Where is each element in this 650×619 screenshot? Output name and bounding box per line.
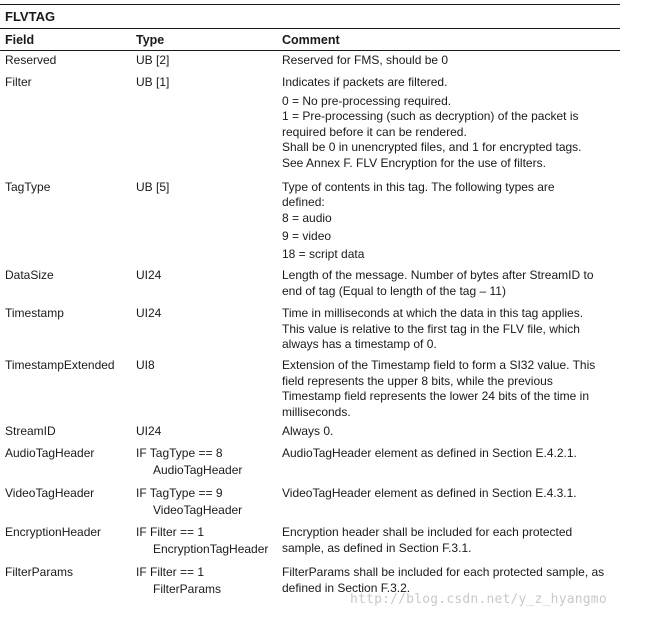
field-comment: 9 = video [282, 229, 332, 243]
field-comment: VideoTagHeader element as defined in Section E.4.3.1. [282, 486, 577, 500]
field-type: EncryptionTagHeader [153, 541, 269, 556]
field-type: UB [5] [136, 180, 170, 194]
field-comment: sample, as defined in Section F.3.1. [282, 540, 472, 555]
field-comment: milliseconds. [282, 404, 351, 419]
field-name: TimestampExtended [5, 358, 115, 372]
field-name: TagType [5, 180, 51, 194]
field-name: EncryptionHeader [5, 525, 102, 539]
top-rule [0, 4, 620, 5]
field-comment: 1 = Pre-processing (such as decryption) of the packet is [282, 109, 579, 123]
field-comment: Always 0. [282, 424, 334, 438]
field-type: UI24 [136, 268, 162, 282]
field-comment: Timestamp field represents the lower 24 bits of the time in [282, 389, 590, 403]
field-comment: FilterParams shall be included for each protected sample, as [282, 565, 605, 579]
field-name: FilterParams [5, 565, 74, 579]
field-comment: AudioTagHeader element as defined in Section E.4.2.1. [282, 446, 577, 460]
field-type: IF TagType == 8 [136, 446, 223, 460]
field-type: AudioTagHeader [153, 462, 243, 477]
field-comment: required before it can be rendered. [282, 125, 467, 139]
field-type: IF Filter == 1 [136, 565, 205, 579]
field-comment: Encryption header shall be included for each protected [282, 525, 573, 539]
field-type: UI24 [136, 424, 162, 438]
field-type: IF TagType == 9 [136, 486, 223, 500]
field-type: UB [1] [136, 75, 170, 89]
field-comment: Reserved for FMS, should be 0 [282, 53, 449, 67]
field-name: Filter [5, 75, 32, 89]
field-type: IF Filter == 1 [136, 525, 205, 539]
field-type: UI8 [136, 358, 155, 372]
field-comment: Type of contents in this tag. The following types are [282, 180, 555, 194]
field-comment: Indicates if packets are filtered. [282, 75, 448, 89]
field-comment: Time in milliseconds at which the data in this tag applies. [282, 306, 584, 320]
field-name: VideoTagHeader [5, 486, 95, 500]
column-header-field: Field [5, 33, 35, 47]
field-comment: Shall be 0 in unencrypted files, and 1 for encrypted tags. [282, 140, 582, 154]
field-type: VideoTagHeader [153, 502, 243, 517]
field-type: UB [2] [136, 53, 170, 67]
field-comment: defined in Section F.3.2. [282, 580, 411, 595]
field-comment: field represents the upper 8 bits, while the previous [282, 373, 553, 388]
field-comment: Extension of the Timestamp field to form a SI32 value. This [282, 358, 596, 372]
field-comment: Length of the message. Number of bytes after StreamID to [282, 268, 594, 282]
field-comment: See Annex F. FLV Encryption for the use of filters. [282, 156, 546, 170]
column-header-comment: Comment [282, 33, 340, 47]
header-rule-top [0, 28, 620, 29]
field-type: UI24 [136, 306, 162, 320]
header-rule-bottom [0, 50, 620, 51]
column-header-type: Type [136, 33, 165, 47]
field-name: Reserved [5, 53, 57, 67]
table-title: FLVTAG [5, 9, 56, 24]
field-comment: always has a timestamp of 0. [282, 337, 437, 351]
field-name: Timestamp [5, 306, 64, 320]
field-comment: This value is relative to the first tag in the FLV file, which [282, 321, 580, 336]
field-name: DataSize [5, 268, 54, 282]
field-name: AudioTagHeader [5, 446, 95, 460]
field-comment: defined: [282, 195, 325, 209]
field-comment: end of tag (Equal to length of the tag – 11) [282, 283, 506, 298]
field-type: FilterParams [153, 581, 222, 596]
field-comment: 8 = audio [282, 211, 332, 225]
watermark: http://blog.csdn.net/y_z_hyangmo [350, 592, 607, 607]
field-comment: 18 = script data [282, 247, 365, 261]
field-comment: 0 = No pre-processing required. [282, 94, 452, 108]
field-name: StreamID [5, 424, 56, 438]
